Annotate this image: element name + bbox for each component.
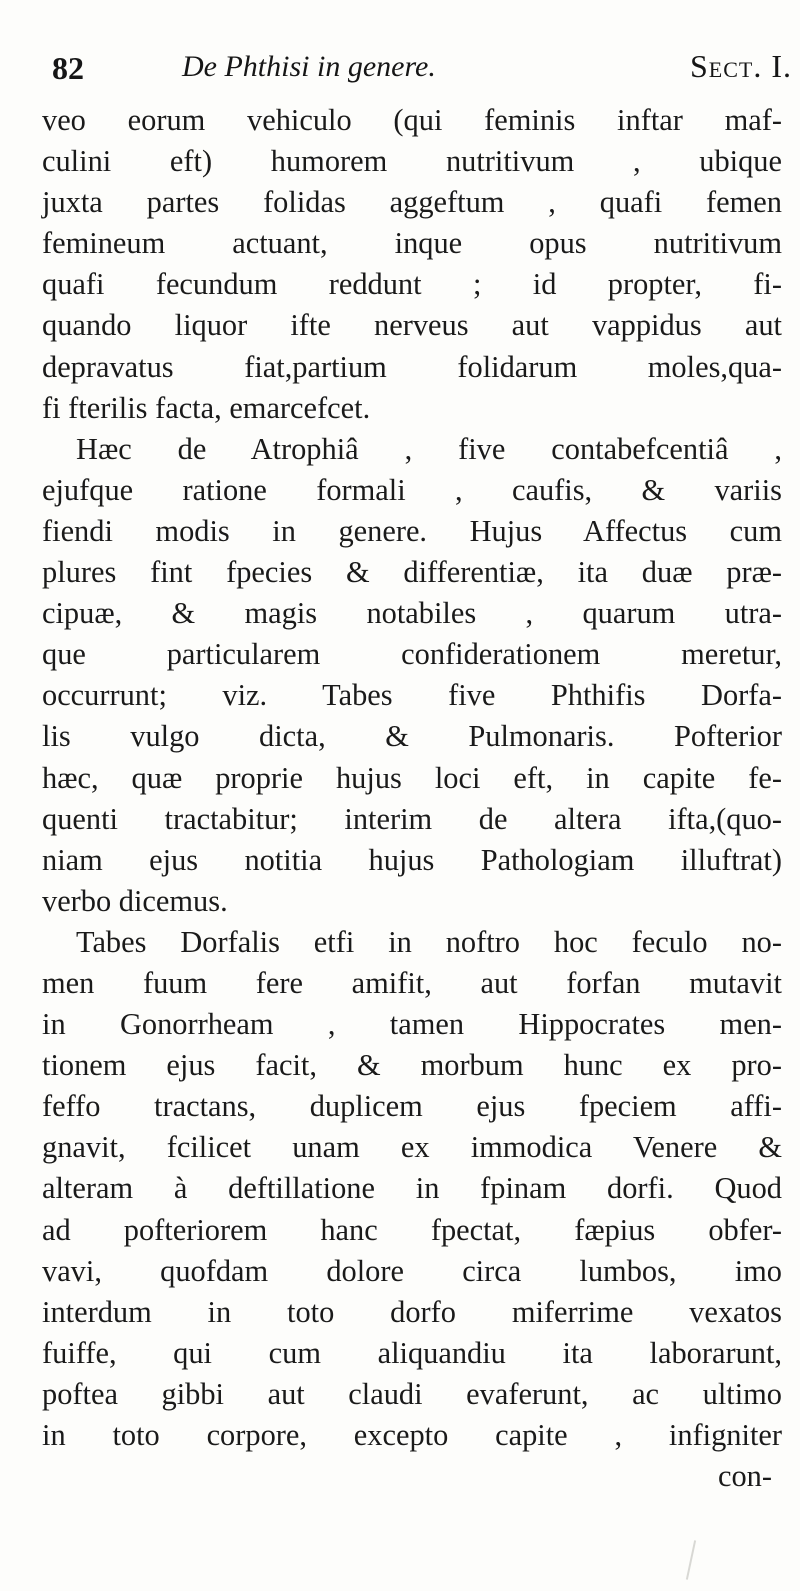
text-line: quenti tractabitur; interim de altera ifta,(quo-: [42, 801, 782, 836]
catchword: con-: [718, 1459, 772, 1494]
text-line: in toto corpore, excepto capite , infigniter: [42, 1418, 782, 1452]
text-line: femineum actuant, inque opus nutritivum: [42, 226, 782, 261]
section-label: Sect. I.: [689, 48, 792, 84]
margin-pencil-mark: [686, 1540, 696, 1580]
text-line: juxta partes folidas aggeftum , quafi femen: [42, 185, 782, 220]
text-line: men fuum fere amifit, aut forfan mutavit: [42, 965, 782, 1000]
text-line: que particularem confiderationem meretur,: [42, 637, 782, 672]
text-line: Tabes Dorfalis etfi in noftro hoc feculo no-: [76, 924, 782, 959]
text-line: in Gonorrheam , tamen Hippocrates men-: [42, 1007, 782, 1042]
text-line: occurrunt; viz. Tabes five Phthifis Dorfa-: [42, 678, 782, 713]
text-line: culini eft) humorem nutritivum , ubique: [42, 144, 782, 179]
text-line: verbo dicemus.: [42, 883, 228, 918]
text-line: fiendi modis in genere. Hujus Affectus cum: [42, 513, 782, 548]
page-number: 82: [52, 50, 84, 86]
body-text: [42, 100, 782, 1497]
running-head: [52, 44, 792, 90]
running-title: De Phthisi in genere.: [182, 50, 436, 83]
text-line: plures fint fpecies & differentiæ, ita duæ præ-: [42, 555, 782, 590]
text-line: hæc, quæ proprie hujus loci eft, in capite fe-: [42, 760, 782, 795]
text-line: veo eorum vehiculo (qui feminis inftar maf-: [42, 103, 782, 137]
text-line: alteram à deftillatione in fpinam dorfi. Quod: [42, 1171, 782, 1206]
text-line: poftea gibbi aut claudi evaferunt, ac ultimo: [42, 1376, 782, 1411]
text-line: gnavit, fcilicet unam ex immodica Venere &: [42, 1130, 782, 1165]
text-line: cipuæ, & magis notabiles , quarum utra-: [42, 596, 782, 631]
text-line: lis vulgo dicta, & Pulmonaris. Pofterior: [42, 719, 782, 754]
text-line: quando liquor ifte nerveus aut vappidus aut: [42, 308, 782, 343]
text-line: niam ejus notitia hujus Pathologiam illuftrat): [42, 842, 782, 877]
text-line: fuiffe, qui cum aliquandiu ita laborarunt,: [42, 1335, 782, 1370]
text-line: vavi, quofdam dolore circa lumbos, imo: [42, 1253, 782, 1288]
text-line: feffo tractans, duplicem ejus fpeciem affi-: [42, 1089, 782, 1124]
text-line: ejufque ratione formali , caufis, & variis: [42, 472, 782, 507]
text-line: interdum in toto dorfo miferrime vexatos: [42, 1294, 782, 1329]
text-line: depravatus fiat,partium folidarum moles,qua-: [42, 349, 782, 384]
text-line: ad pofteriorem hanc fpectat, fæpius obfer-: [42, 1212, 782, 1247]
text-line: fi fterilis facta, emarcefcet.: [42, 390, 371, 425]
text-line: Hæc de Atrophiâ , five contabefcentiâ ,: [76, 431, 782, 466]
text-line: quafi fecundum reddunt ; id propter, fi-: [42, 267, 782, 302]
text-line: tionem ejus facit, & morbum hunc ex pro-: [42, 1048, 782, 1083]
